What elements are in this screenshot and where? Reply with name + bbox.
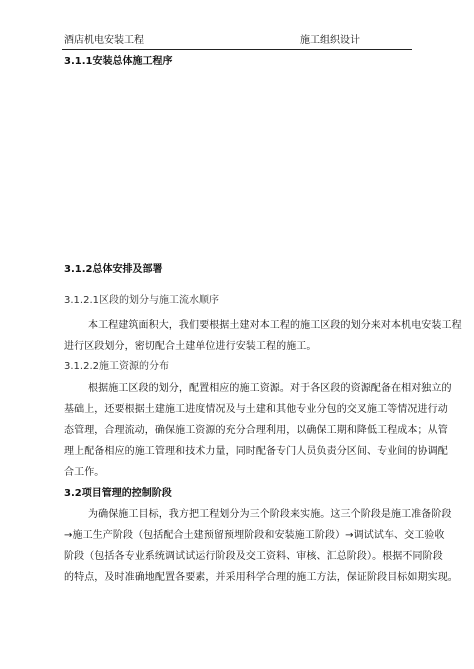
paragraph-line: 态管理，合理流动，确保施工资源的充分合理利用，以确保工期和降低工程成本；从管 bbox=[64, 425, 448, 436]
section-3-1-2-2-paragraph bbox=[64, 378, 452, 483]
section-3-2-title: 3.2项目管理的控制阶段 bbox=[64, 488, 172, 499]
section-3-1-2-title: 3.1.2总体安排及部署 bbox=[64, 264, 163, 275]
paragraph-line: 的特点，及时准确地配置各要素，并采用科学合理的施工方法，保证阶段目标如期实现。 bbox=[64, 572, 458, 583]
paragraph-line: 合工作。 bbox=[64, 467, 105, 478]
paragraph-line: 为确保施工目标，我方把工程划分为三个阶段来实施。这三个阶段是施工准备阶段 bbox=[88, 509, 452, 520]
paragraph-line: →施工生产阶段（包括配合土建预留预埋阶段和安装施工阶段）→调试试车、交工验收 bbox=[64, 530, 445, 541]
paragraph-line: 基础上，还要根据土建施工进度情况及与土建和其他专业分包的交叉施工等情况进行动 bbox=[64, 404, 448, 415]
header-project-name: 酒店机电安装工程 bbox=[64, 35, 144, 46]
header-divider bbox=[62, 49, 412, 50]
section-3-1-2-1-title: 3.1.2.1区段的划分与施工流水顺序 bbox=[64, 295, 219, 306]
paragraph-line: 本工程建筑面积大，我们要根据土建对本工程的施工区段的划分来对本机电安装工程 bbox=[88, 320, 462, 331]
paragraph-line: 理上配备相应的施工管理和技术力量，同时配备专门人员负责分区间、专业间的协调配 bbox=[64, 446, 448, 457]
section-3-1-1-title: 3.1.1安装总体施工程序 bbox=[64, 56, 173, 67]
page-header bbox=[64, 34, 410, 48]
paragraph-line: 阶段（包括各专业系统调试试运行阶段及交工资料、审核、汇总阶段）。根据不同阶段 bbox=[64, 551, 443, 562]
paragraph-line: 根据施工区段的划分，配置相应的施工资源。对于各区段的资源配备在相对独立的 bbox=[88, 383, 452, 394]
paragraph-line: 进行区段划分，密切配合土建单位进行安装工程的施工。 bbox=[64, 341, 317, 352]
header-document-type: 施工组织设计 bbox=[300, 35, 360, 46]
section-3-2-paragraph bbox=[64, 504, 458, 588]
section-3-1-2-2-title: 3.1.2.2施工资源的分布 bbox=[64, 361, 169, 372]
section-3-1-2-1-paragraph bbox=[64, 315, 462, 357]
